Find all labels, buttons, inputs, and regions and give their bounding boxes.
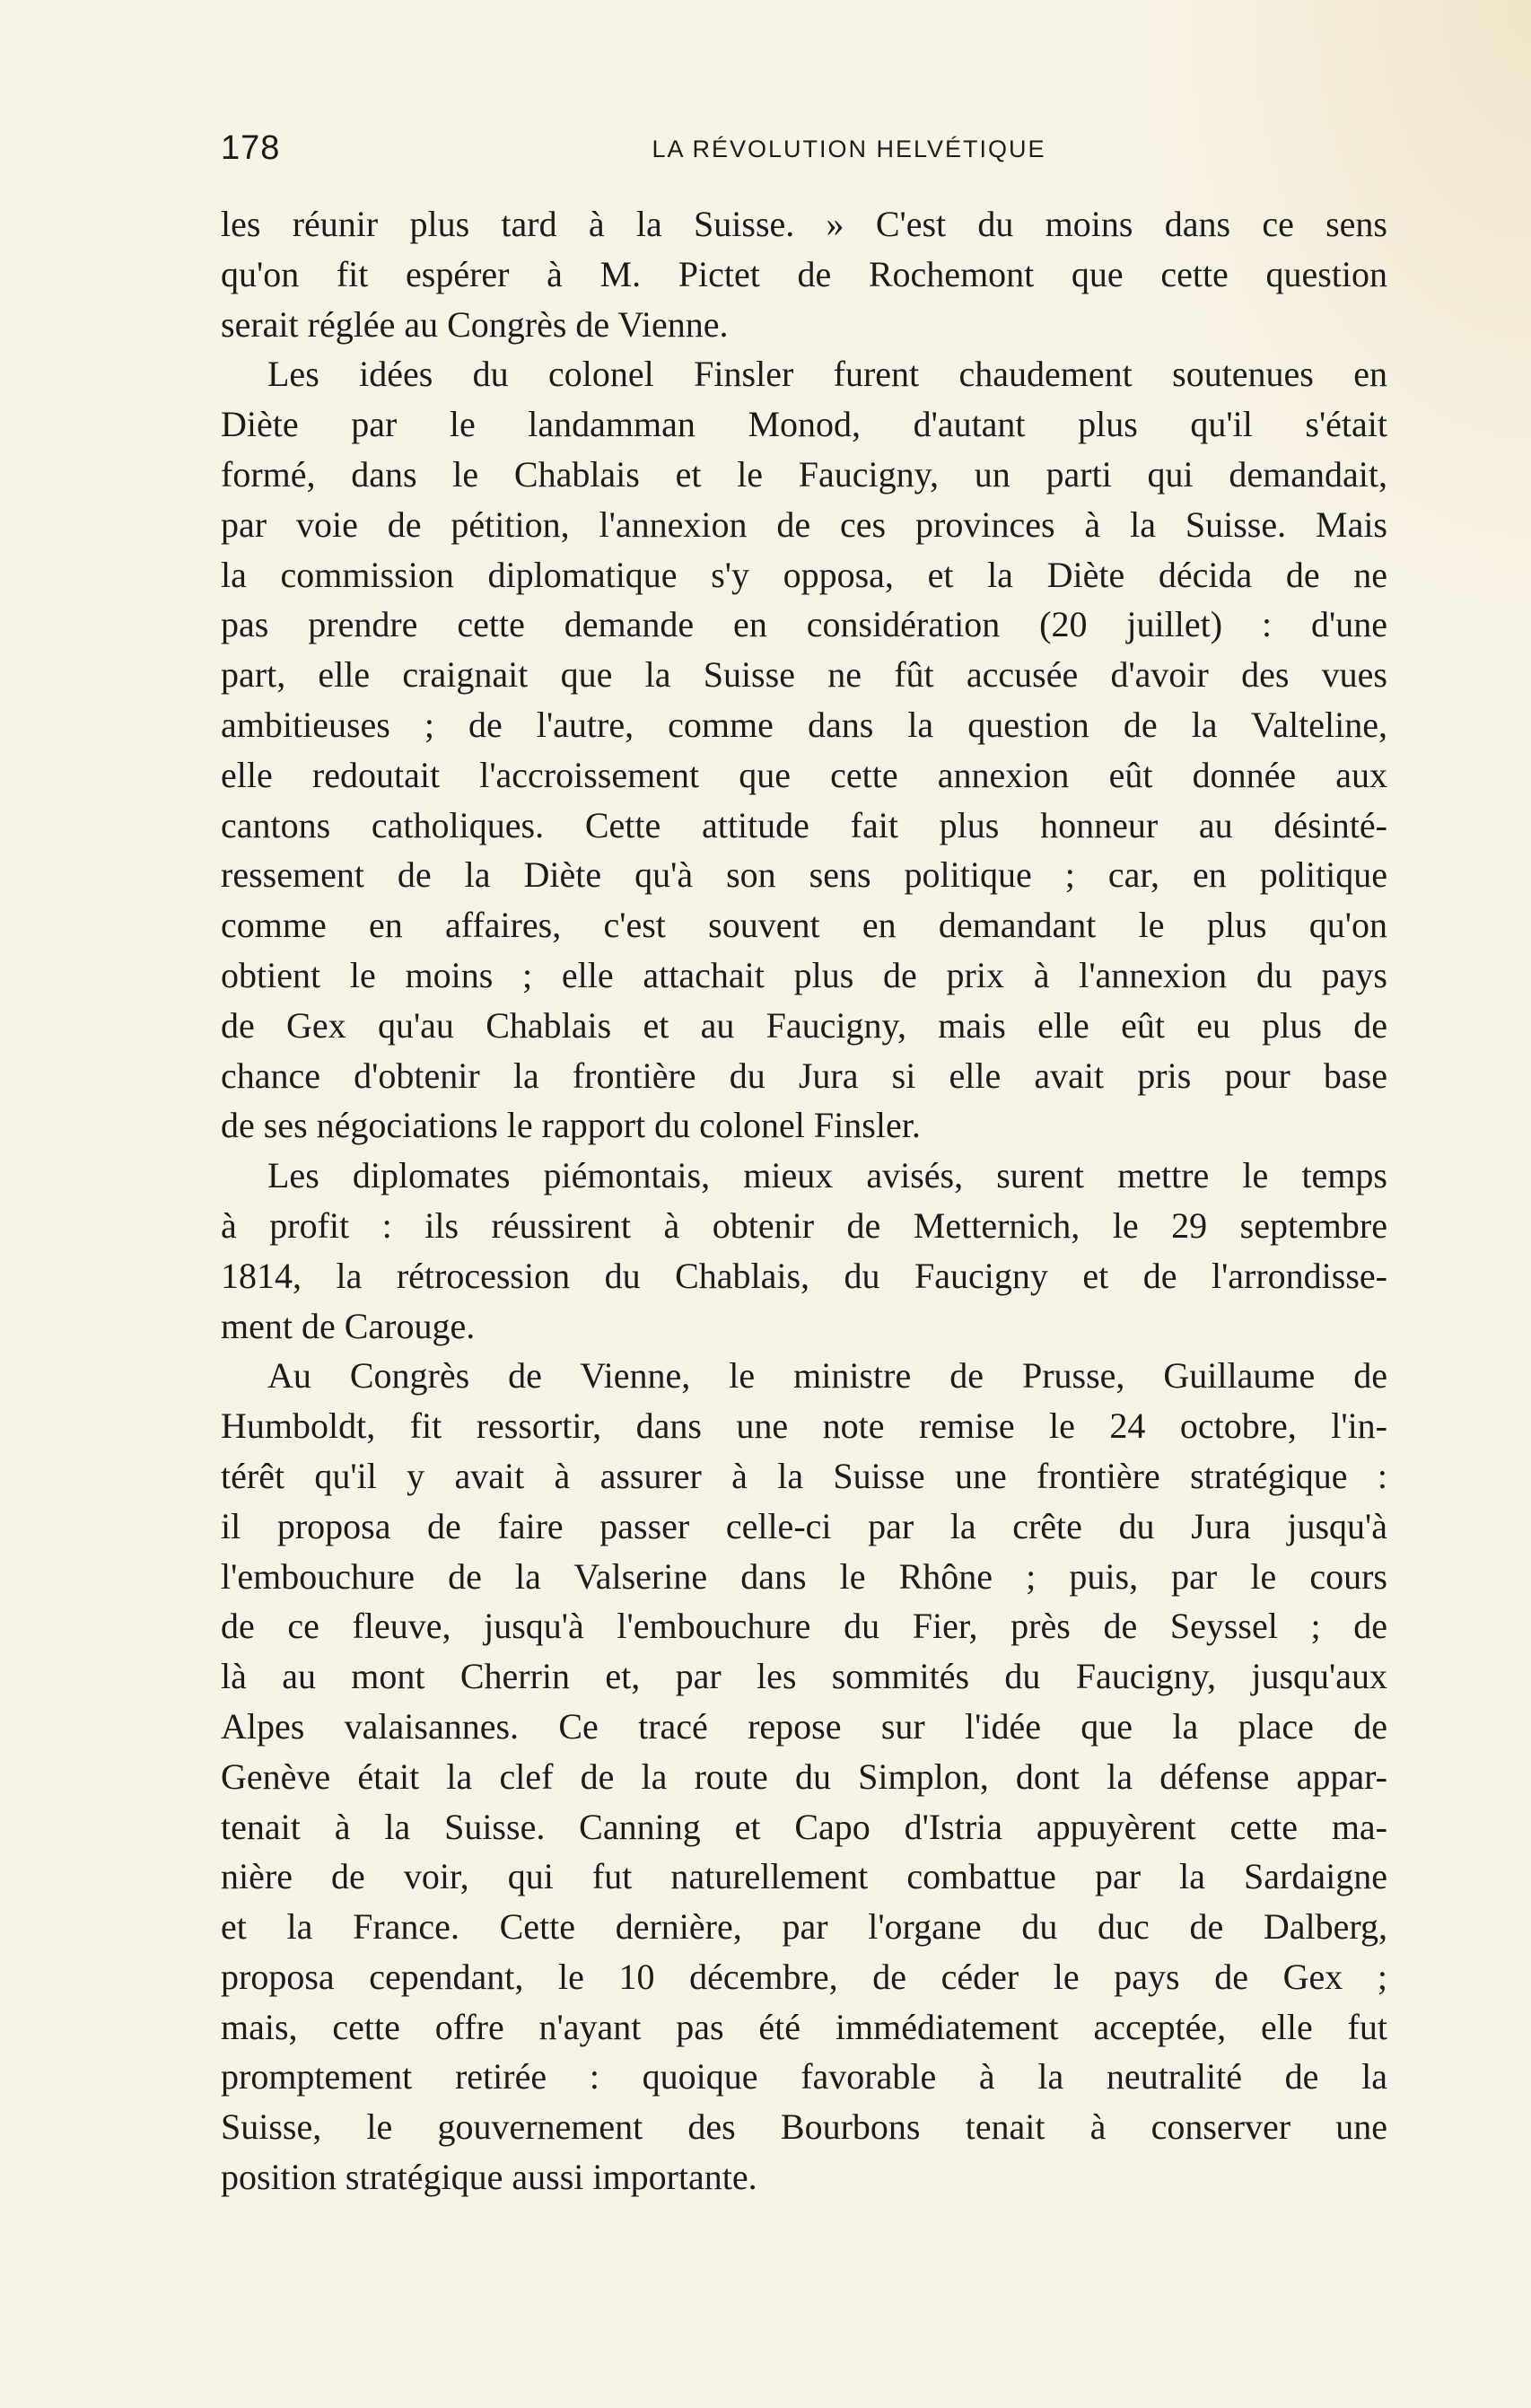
text-line: promptement retirée : quoique favorable à la neutralité de la [221, 2056, 1387, 2097]
text-line: Genève était la clef de la route du Simplon, dont la défense appar- [221, 1756, 1387, 1797]
paragraph-end-line: position stratégique aussi importante. [221, 2157, 757, 2198]
text-line: de ce fleuve, jusqu'à l'embouchure du Fier, près de Seyssel ; de [221, 1606, 1387, 1647]
text-line: il proposa de faire passer celle-ci par la crête du Jura jusqu'à [221, 1505, 1387, 1546]
text-line: tenait à la Suisse. Canning et Capo d'Istria appuyèrent cette ma- [221, 1806, 1387, 1847]
text-line: par voie de pétition, l'annexion de ces provinces à la Suisse. Mais [221, 503, 1387, 545]
text-line: térêt qu'il y avait à assurer à la Suisse une frontière stratégique : [221, 1455, 1387, 1496]
paragraph-end-line: ment de Carouge. [221, 1305, 476, 1346]
text-line: Humboldt, fit ressortir, dans une note remise le 24 octobre, l'in- [221, 1405, 1387, 1447]
text-line: à profit : ils réussirent à obtenir de Metternich, le 29 septembre [221, 1204, 1387, 1246]
text-line: Alpes valaisannes. Ce tracé repose sur l'idée que la place de [221, 1705, 1387, 1747]
text-line: part, elle craignait que la Suisse ne fût accusée d'avoir des vues [221, 654, 1387, 696]
text-line: et la France. Cette dernière, par l'organe du duc de Dalberg, [221, 1906, 1387, 1948]
text-line: 1814, la rétrocession du Chablais, du Faucigny et de l'arrondisse- [221, 1255, 1387, 1296]
text-line: qu'on fit espérer à M. Pictet de Rochemont que cette question [221, 253, 1387, 294]
text-line: Diète par le landamman Monod, d'autant plus qu'il s'était [221, 404, 1387, 445]
text-line: là au mont Cherrin et, par les sommités du Faucigny, jusqu'aux [221, 1656, 1387, 1697]
paragraph-end-line: de ses négociations le rapport du colonel Finsler. [221, 1105, 921, 1146]
running-title: LA RÉVOLUTION HELVÉTIQUE [652, 136, 1046, 162]
paragraph-start-line: Les idées du colonel Finsler furent chaudement soutenues en [267, 354, 1387, 395]
paragraph-end-line: serait réglée au Congrès de Vienne. [221, 303, 729, 345]
text-line: obtient le moins ; elle attachait plus de prix à l'annexion du pays [221, 954, 1387, 995]
paragraph-start-line: Au Congrès de Vienne, le ministre de Prusse, Guillaume de [267, 1355, 1387, 1397]
text-line: les réunir plus tard à la Suisse. » C'est du moins dans ce sens [221, 204, 1387, 244]
running-head [221, 126, 1387, 171]
page-number: 178 [221, 129, 281, 167]
text-line: mais, cette offre n'ayant pas été immédiatement acceptée, elle fut [221, 2006, 1387, 2047]
text-line: elle redoutait l'accroissement que cette annexion eût donnée aux [221, 754, 1387, 795]
paragraph-start-line: Les diplomates piémontais, mieux avisés, surent mettre le temps [267, 1155, 1387, 1196]
text-line: l'embouchure de la Valserine dans le Rhône ; puis, par le cours [221, 1555, 1387, 1597]
text-line: de Gex qu'au Chablais et au Faucigny, mais elle eût eu plus de [221, 1004, 1387, 1046]
text-line: comme en affaires, c'est souvent en demandant le plus qu'on [221, 905, 1387, 946]
text-line: Suisse, le gouvernement des Bourbons tenait à conserver une [221, 2106, 1387, 2148]
text-line: nière de voir, qui fut naturellement combattue par la Sardaigne [221, 1856, 1387, 1897]
body-text [221, 199, 1387, 2202]
text-line: formé, dans le Chablais et le Faucigny, un parti qui demandait, [221, 453, 1387, 495]
text-line: cantons catholiques. Cette attitude fait plus honneur au désinté- [221, 804, 1387, 845]
text-line: ambitieuses ; de l'autre, comme dans la question de la Valteline, [221, 704, 1387, 745]
text-line: chance d'obtenir la frontière du Jura si elle avait pris pour base [221, 1055, 1387, 1096]
text-line: la commission diplomatique s'y opposa, et la Diète décida de ne [221, 554, 1387, 595]
text-line: ressement de la Diète qu'à son sens politique ; car, en politique [221, 854, 1387, 896]
text-line: pas prendre cette demande en considération (20 juillet) : d'une [221, 604, 1387, 645]
text-line: proposa cependant, le 10 décembre, de céder le pays de Gex ; [221, 1956, 1387, 1997]
